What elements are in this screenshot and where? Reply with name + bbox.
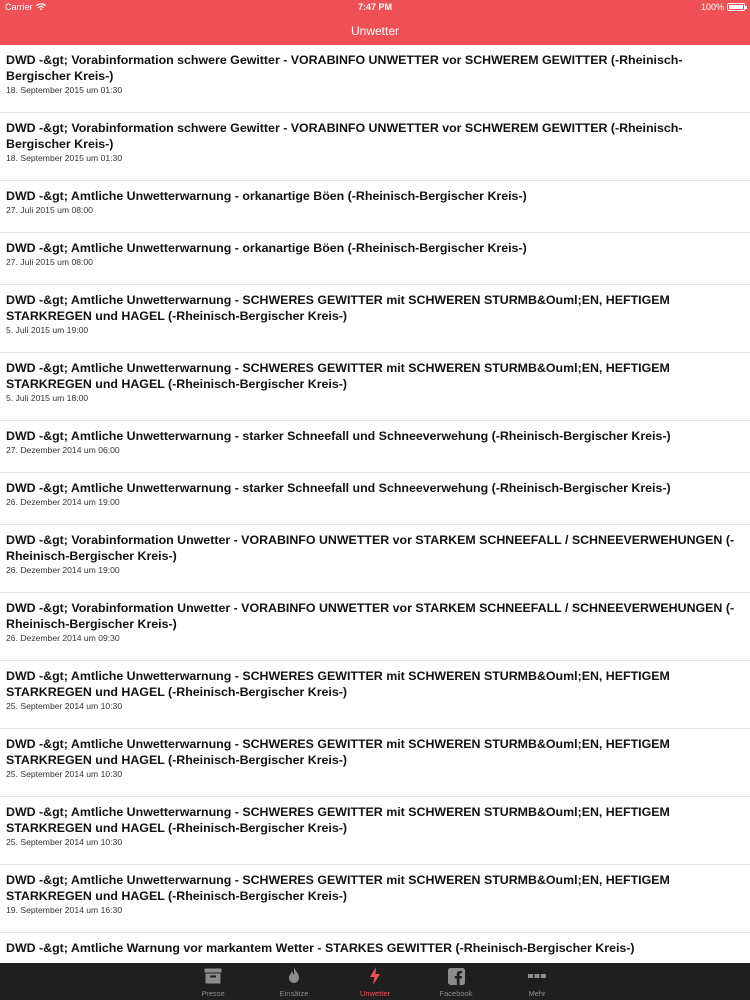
tab-presse[interactable] bbox=[173, 963, 254, 1000]
item-date: 25. September 2014 um 10:30 bbox=[6, 769, 123, 779]
status-bar bbox=[0, 0, 750, 15]
tab-bar bbox=[0, 963, 750, 1000]
navigation-bar bbox=[0, 15, 750, 45]
item-date: 25. September 2014 um 10:30 bbox=[6, 837, 123, 847]
list-item[interactable] bbox=[0, 45, 750, 113]
list-item[interactable] bbox=[0, 233, 750, 285]
list-item[interactable] bbox=[0, 661, 750, 729]
item-title: DWD -&gt; Vorabinformation schwere Gewitter - VORABINFO UNWETTER vor SCHWEREM GEWITTER (-Rheinisch-Bergischer Kreis-) bbox=[6, 121, 683, 151]
list-item[interactable] bbox=[0, 473, 750, 525]
item-title: DWD -&gt; Vorabinformation Unwetter - VORABINFO UNWETTER vor STARKEM SCHNEEFALL / SCHNEEVERWEHUNGEN (-Rheinisch-Bergischer Kreis-) bbox=[6, 533, 735, 563]
battery-percent: 100% bbox=[700, 2, 724, 12]
item-title: DWD -&gt; Amtliche Unwetterwarnung - SCHWERES GEWITTER mit SCHWEREN STURMB&Ouml;EN, HEFTIGEM STARKREGEN und HAGEL (-Rheinisch-Bergischer Kreis-) bbox=[6, 293, 670, 323]
tab-label: Mehr bbox=[528, 989, 546, 998]
item-title: DWD -&gt; Amtliche Warnung vor markantem Wetter - STARKES GEWITTER (-Rheinisch-Bergischer Kreis-) bbox=[6, 941, 635, 955]
item-date: 5. Juli 2015 um 19:00 bbox=[6, 325, 89, 335]
item-title: DWD -&gt; Amtliche Unwetterwarnung - starker Schneefall und Schneeverwehung (-Rheinisch-Bergischer Kreis-) bbox=[6, 429, 671, 443]
flame-icon bbox=[287, 967, 301, 985]
list-item[interactable] bbox=[0, 181, 750, 233]
tab-label: Unwetter bbox=[359, 989, 390, 998]
item-date: 26. Dezember 2014 um 09:30 bbox=[6, 633, 120, 643]
list-item[interactable] bbox=[0, 421, 750, 473]
item-title: DWD -&gt; Amtliche Unwetterwarnung - SCHWERES GEWITTER mit SCHWEREN STURMB&Ouml;EN, HEFTIGEM STARKREGEN und HAGEL (-Rheinisch-Bergischer Kreis-) bbox=[6, 669, 670, 699]
page-title: Unwetter bbox=[350, 24, 400, 38]
list-item[interactable] bbox=[0, 797, 750, 865]
more-icon bbox=[528, 972, 546, 980]
tab-label: Facebook bbox=[439, 989, 473, 998]
item-title: DWD -&gt; Amtliche Unwetterwarnung - SCHWERES GEWITTER mit SCHWEREN STURMB&Ouml;EN, HEFTIGEM STARKREGEN und HAGEL (-Rheinisch-Bergischer Kreis-) bbox=[6, 361, 670, 391]
archive-icon bbox=[204, 968, 222, 984]
list-item[interactable] bbox=[0, 933, 750, 963]
carrier-label: Carrier bbox=[5, 2, 33, 12]
item-title: DWD -&gt; Amtliche Unwetterwarnung - SCHWERES GEWITTER mit SCHWEREN STURMB&Ouml;EN, HEFTIGEM STARKREGEN und HAGEL (-Rheinisch-Bergischer Kreis-) bbox=[6, 805, 670, 835]
item-title: DWD -&gt; Amtliche Unwetterwarnung - orkanartige Böen (-Rheinisch-Bergischer Kreis-) bbox=[6, 241, 527, 255]
warning-list[interactable] bbox=[0, 45, 750, 963]
item-title: DWD -&gt; Amtliche Unwetterwarnung - SCHWERES GEWITTER mit SCHWEREN STURMB&Ouml;EN, HEFTIGEM STARKREGEN und HAGEL (-Rheinisch-Bergischer Kreis-) bbox=[6, 737, 670, 767]
item-date: 18. September 2015 um 01:30 bbox=[6, 85, 123, 95]
item-date: 27. Dezember 2014 um 06:00 bbox=[6, 445, 120, 455]
item-title: DWD -&gt; Vorabinformation Unwetter - VORABINFO UNWETTER vor STARKEM SCHNEEFALL / SCHNEEVERWEHUNGEN (-Rheinisch-Bergischer Kreis-) bbox=[6, 601, 735, 631]
item-date: 27. Juli 2015 um 08:00 bbox=[6, 205, 93, 215]
tab-facebook[interactable] bbox=[416, 963, 497, 1000]
facebook-icon bbox=[448, 968, 465, 985]
list-item[interactable] bbox=[0, 593, 750, 661]
item-date: 5. Juli 2015 um 18:00 bbox=[6, 393, 89, 403]
tab-einsaetze[interactable] bbox=[254, 963, 335, 1000]
item-date: 25. September 2014 um 10:30 bbox=[6, 701, 123, 711]
item-title: DWD -&gt; Amtliche Unwetterwarnung - SCHWERES GEWITTER mit SCHWEREN STURMB&Ouml;EN, HEFTIGEM STARKREGEN und HAGEL (-Rheinisch-Bergischer Kreis-) bbox=[6, 873, 670, 903]
tab-label: Einsätze bbox=[279, 989, 309, 998]
tab-label: Presse bbox=[201, 989, 225, 998]
clock: 7:47 PM bbox=[357, 2, 392, 12]
item-date: 27. Juli 2015 um 08:00 bbox=[6, 257, 93, 267]
list-item[interactable] bbox=[0, 865, 750, 933]
item-date: 19. September 2014 um 16:30 bbox=[6, 905, 123, 915]
list-item[interactable] bbox=[0, 113, 750, 181]
list-item[interactable] bbox=[0, 353, 750, 421]
list-item[interactable] bbox=[0, 525, 750, 593]
item-title: DWD -&gt; Amtliche Unwetterwarnung - starker Schneefall und Schneeverwehung (-Rheinisch-Bergischer Kreis-) bbox=[6, 481, 671, 495]
item-title: DWD -&gt; Vorabinformation schwere Gewitter - VORABINFO UNWETTER vor SCHWEREM GEWITTER (-Rheinisch-Bergischer Kreis-) bbox=[6, 53, 683, 83]
tab-unwetter[interactable] bbox=[335, 963, 416, 1000]
item-date: 26. Dezember 2014 um 19:00 bbox=[6, 497, 120, 507]
item-date: 18. September 2015 um 01:30 bbox=[6, 153, 123, 163]
list-item[interactable] bbox=[0, 729, 750, 797]
battery-indicator bbox=[701, 2, 745, 12]
tab-mehr[interactable] bbox=[497, 963, 578, 1000]
item-date: 26. Dezember 2014 um 19:00 bbox=[6, 565, 120, 575]
item-title: DWD -&gt; Amtliche Unwetterwarnung - orkanartige Böen (-Rheinisch-Bergischer Kreis-) bbox=[6, 189, 527, 203]
lightning-icon bbox=[369, 967, 381, 985]
battery-icon bbox=[727, 3, 745, 11]
list-item[interactable] bbox=[0, 285, 750, 353]
